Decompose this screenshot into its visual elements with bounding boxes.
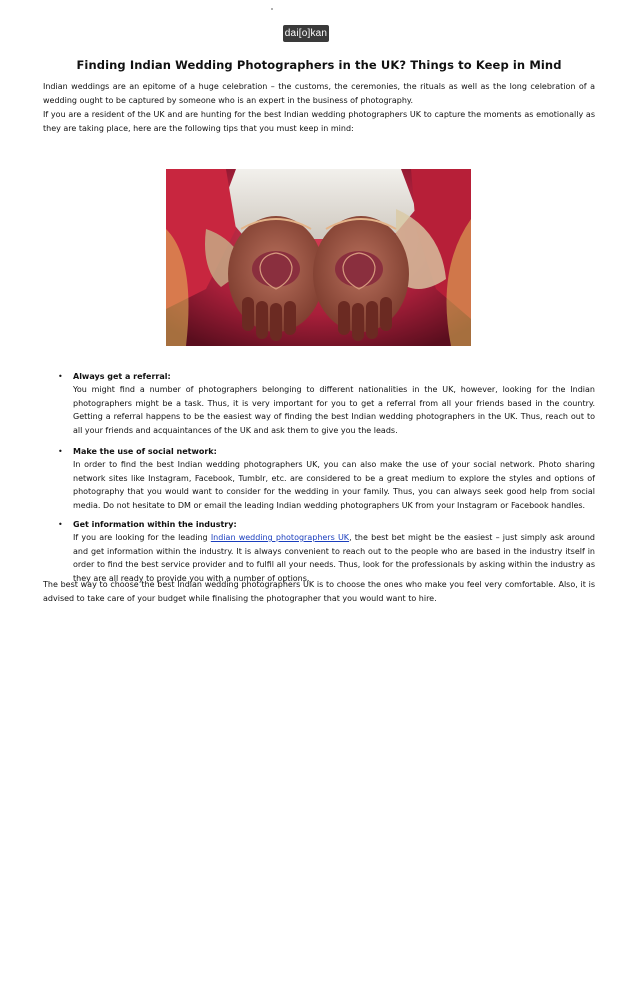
tip-body: You might find a number of photographers belonging to different nationalities in the UK, however, looking for the Indian photographers might be a task. Thus, it is very important for you to get a referral from all your friends based in the country. Getting a referral happens to be the easiest way of finding the best Indian wedding photographers in the UK. Thus, reach out to all your friends and acquaintances of the UK and ask them to give you the leads. [73,385,595,435]
page-title: Finding Indian Wedding Photographers in the UK? Things to Keep in Mind [76,58,562,72]
tip-body-start: If you are looking for the leading [73,533,211,542]
bullet-icon: • [58,520,63,529]
tip-body-end: , the best bet might be the easiest – just simply ask around and get information within the industry. It is always convenient to reach out to the people who are based in the industry itself in order to find the best service provider and to fulfil all your needs. Thus, look for the professionals by asking within the industry as they are all ready to provide you with a number of options. [73,533,596,583]
tip-heading: Make the use of social network: [73,447,217,456]
tip-body [73,531,595,585]
conclusion-paragraph: The best way to choose the best Indian wedding photographers UK is to choose the ones who make you feel very comfortable. Also, it is advised to take care of your budget while finalising the photographer that you would want to hire. [43,580,595,603]
intro-paragraph-1: Indian weddings are an epitome of a huge celebration – the customs, the ceremonies, the rituals as well as the long celebration of a wedding ought to be captured by someone who is an expert in the business of photography. [43,82,595,105]
indian-wedding-photographers-link[interactable]: Indian wedding photographers UK [210,533,350,542]
intro-paragraph-2: If you are a resident of the UK and are hunting for the best Indian wedding photographers UK to capture the moments as emotionally as they are taking place, here are the following tips that you must keep in mind: [43,110,595,133]
tip-heading: Always get a referral: [73,372,171,381]
bullet-icon: • [58,447,63,456]
daiokan-logo[interactable]: dai[o]kan [283,25,329,42]
tip-heading: Get information within the industry: [73,520,237,529]
bride-henna-hands-photo [166,169,471,346]
bullet-icon: • [58,372,63,381]
tip-body: In order to find the best Indian wedding photographers UK, you can also make the use of your social network. Photo sharing network sites like Instagram, Facebook, Tumblr, etc. are considered to be a great medium to explore the styles and options of photography that you would want to consider for the wedding in your family. Thus, you can always seek good help from social media. Do not hesitate to DM or email the leading Indian wedding photographers UK from your Instagram or Facebook handles. [73,460,595,510]
header-dot [271,8,273,10]
